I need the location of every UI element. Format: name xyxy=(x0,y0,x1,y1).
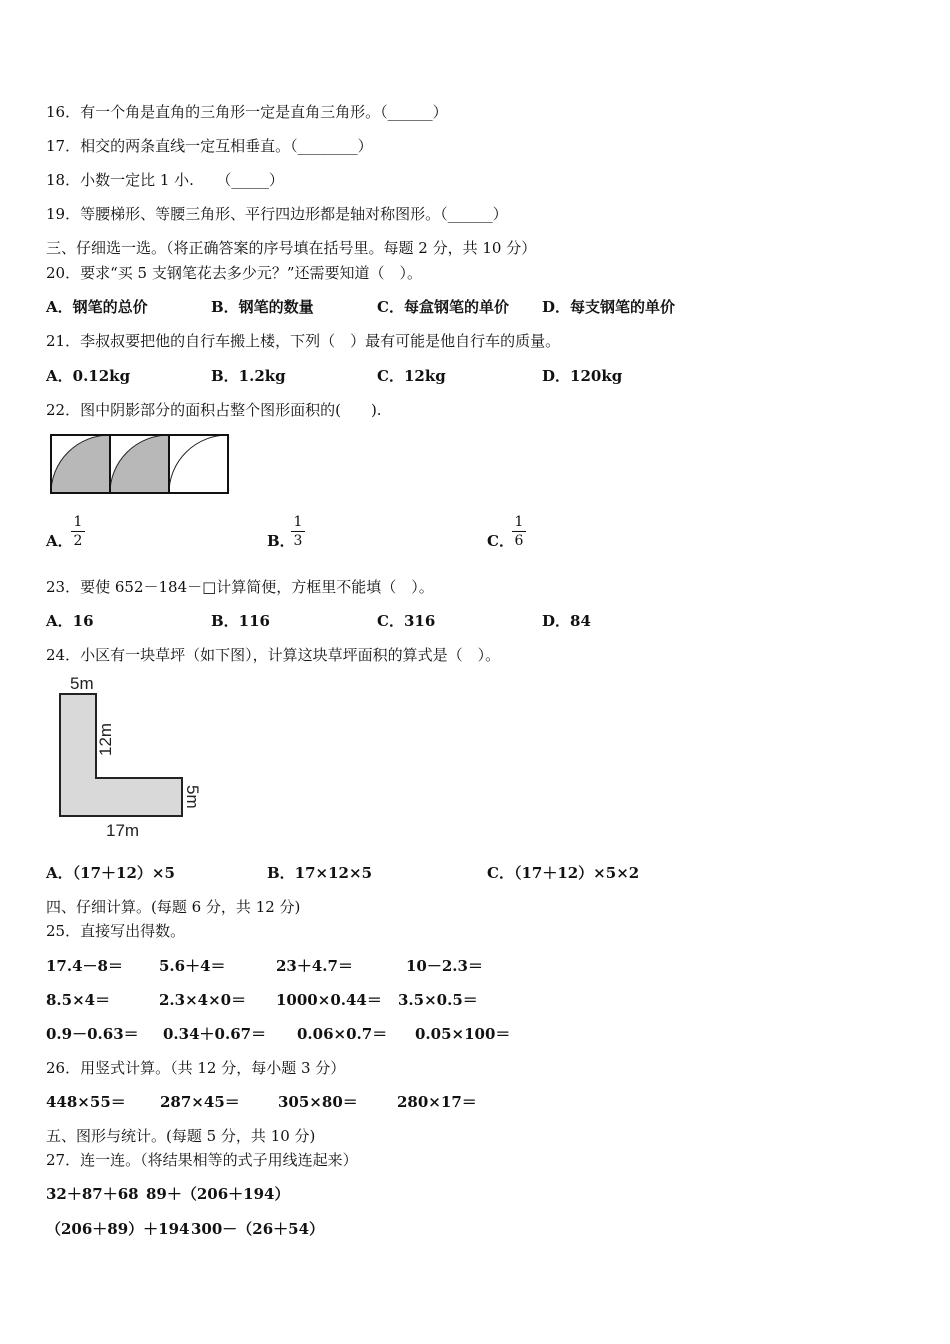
lawn-shape xyxy=(60,694,182,816)
question-23-option-b: B．116 xyxy=(211,612,270,630)
section-3-heading: 三、仔细选一选。（将正确答案的序号填在括号里。每题 2 分，共 10 分） xyxy=(46,239,537,257)
l-shaped-lawn-figure xyxy=(50,672,220,844)
calc-item: 2.3×4×0＝ xyxy=(159,991,247,1009)
question-24-stem: 24．小区有一块草坪（如下图），计算这块草坪面积的算式是（ ）。 xyxy=(46,646,501,664)
match-left-expression: 32＋87＋68 xyxy=(46,1185,139,1203)
question-21-option-c: C．12kg xyxy=(377,367,446,385)
label-top-width: 5m xyxy=(70,674,94,693)
question-23-option-d: D．84 xyxy=(542,612,591,630)
match-right-expression: 89＋（206＋194） xyxy=(146,1185,290,1203)
question-25-stem: 25．直接写出得数。 xyxy=(46,922,186,940)
question-23-option-a: A．16 xyxy=(46,612,94,630)
question-23-stem: 23．要使 652－184－□计算简便，方框里不能填（ ）。 xyxy=(46,578,434,596)
question-18: 18．小数一定比 1 小. （_____） xyxy=(46,171,284,189)
calc-item: 17.4－8＝ xyxy=(46,957,123,975)
question-24-option-c: C．（17＋12）×5×2 xyxy=(487,864,640,882)
vertical-calc-item: 305×80＝ xyxy=(278,1093,358,1111)
calc-item: 5.6＋4＝ xyxy=(159,957,226,975)
question-21-option-d: D．120kg xyxy=(542,367,623,385)
vertical-calc-item: 287×45＝ xyxy=(160,1093,240,1111)
calc-item: 23＋4.7＝ xyxy=(276,957,353,975)
question-20-option-b: B．钢笔的数量 xyxy=(211,298,314,316)
label-bottom-length: 17m xyxy=(106,821,140,840)
question-16: 16．有一个角是直角的三角形一定是直角三角形。（______） xyxy=(46,103,448,121)
shaded-region-2 xyxy=(110,435,169,493)
question-21-option-a: A．0.12kg xyxy=(46,367,131,385)
question-22-stem: 22．图中阴影部分的面积占整个图形面积的( ). xyxy=(46,401,382,419)
label-right-height: 5m xyxy=(183,785,202,809)
section-5-heading: 五、图形与统计。(每题 5 分，共 10 分) xyxy=(46,1127,316,1145)
shaded-squares-figure xyxy=(49,433,233,495)
vertical-calc-item: 280×17＝ xyxy=(397,1093,477,1111)
label-vertical-length: 12m xyxy=(96,722,115,756)
section-4-heading: 四、仔细计算。(每题 6 分，共 12 分) xyxy=(46,898,301,916)
question-20-option-d: D．每支钢笔的单价 xyxy=(542,298,676,316)
question-26-stem: 26．用竖式计算。（共 12 分，每小题 3 分） xyxy=(46,1059,346,1077)
question-27-stem: 27．连一连。（将结果相等的式子用线连起来） xyxy=(46,1151,358,1169)
calc-item: 0.9－0.63＝ xyxy=(46,1025,139,1043)
question-24-option-b: B．17×12×5 xyxy=(267,864,373,882)
question-24-option-a: A．（17＋12）×5 xyxy=(46,864,175,882)
question-22-option-b-label: B． xyxy=(267,532,295,550)
calc-item: 3.5×0.5＝ xyxy=(398,991,478,1009)
calc-item: 8.5×4＝ xyxy=(46,991,111,1009)
calc-item: 0.34＋0.67＝ xyxy=(163,1025,267,1043)
question-20-option-a: A．钢笔的总价 xyxy=(46,298,148,316)
question-22-option-c-label: C． xyxy=(487,532,514,550)
calc-item: 0.05×100＝ xyxy=(415,1025,511,1043)
calc-item: 10－2.3＝ xyxy=(406,957,483,975)
question-21-option-b: B．1.2kg xyxy=(211,367,286,385)
question-21-stem: 21．李叔叔要把他的自行车搬上楼，下列（ ）最有可能是他自行车的质量。 xyxy=(46,332,561,350)
fraction-one-third: 1 3 xyxy=(291,514,305,549)
calc-item: 1000×0.44＝ xyxy=(276,991,382,1009)
question-17: 17．相交的两条直线一定互相垂直。（________） xyxy=(46,137,373,155)
fraction-one-sixth: 1 6 xyxy=(512,514,526,549)
vertical-calc-item: 448×55＝ xyxy=(46,1093,126,1111)
question-22-option-a-label: A． xyxy=(46,532,73,550)
question-20-stem: 20．要求“买 5 支钢笔花去多少元？”还需要知道（ ）。 xyxy=(46,264,423,282)
question-20-option-c: C．每盒钢笔的单价 xyxy=(377,298,509,316)
fraction-one-half: 1 2 xyxy=(71,514,85,549)
question-23-option-c: C．316 xyxy=(377,612,436,630)
match-right-expression: 300－（26＋54） xyxy=(191,1220,325,1238)
calc-item: 0.06×0.7＝ xyxy=(297,1025,388,1043)
match-left-expression: （206＋89）＋194 xyxy=(46,1220,190,1238)
question-19: 19．等腰梯形、等腰三角形、平行四边形都是轴对称图形。（______） xyxy=(46,205,508,223)
